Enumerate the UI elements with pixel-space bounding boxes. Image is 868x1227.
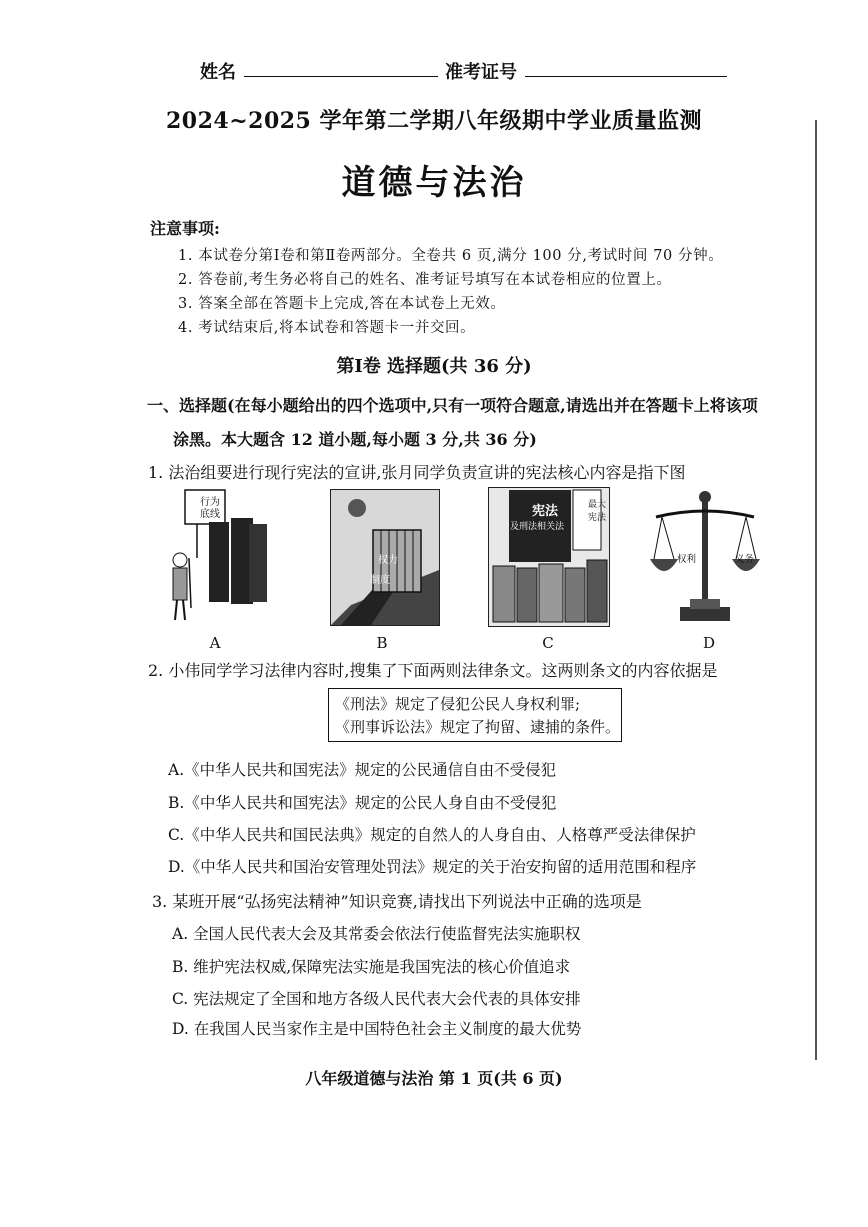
figure-d-text-duties: 义务 <box>735 554 755 565</box>
part-one-instruction: 一、选择题(在每小题给出的四个选项中,只有一项符合题意,请选出并在答题卡上将该项 <box>147 396 758 415</box>
name-field[interactable] <box>244 58 438 77</box>
exam-id-field[interactable] <box>525 58 727 77</box>
notice-item: 3. 答案全部在答题卡上完成,答在本试卷上无效。 <box>178 296 506 312</box>
figure-a-sign: 行为 底线 <box>200 497 220 520</box>
figure-c-text-constitution-2: 宪法 <box>588 513 607 523</box>
notice-item: 4. 考试结束后,将本试卷和答题卡一并交回。 <box>178 320 476 336</box>
figure-c-text-related: 及刑法相关法 <box>510 522 565 532</box>
question-2-option-c[interactable]: C.《中华人民共和国民法典》规定的自然人的人身自由、人格尊严受法律保护 <box>168 826 696 844</box>
question-3-option-b[interactable]: B. 维护宪法权威,保障宪法实施是我国宪法的核心价值追求 <box>172 958 571 976</box>
figure-b-label: B <box>376 634 388 652</box>
exam-id-label: 准考证号 <box>445 62 517 83</box>
question-3-option-d[interactable]: D. 在我国人民当家作主是中国特色社会主义制度的最大优势 <box>172 1020 582 1038</box>
figure-d-text-rights: 权利 <box>677 554 697 565</box>
exam-title: 2024~2025 学年第二学期八年级期中学业质量监测 <box>165 108 703 134</box>
notice-item: 2. 答卷前,考生务必将自己的姓名、准考证号填写在本试卷相应的位置上。 <box>178 272 672 288</box>
figure-d-label: D <box>702 634 716 652</box>
section-title: 第Ⅰ卷 选择题(共 36 分) <box>336 356 532 377</box>
margin-line <box>815 120 817 1060</box>
part-one-instruction-cont: 涂黑。本大题含 12 道小题,每小题 3 分,共 36 分) <box>173 430 537 449</box>
question-1-stem: 1. 法治组要进行现行宪法的宣讲,张月同学负责宣讲的宪法核心内容是指下图 <box>148 463 686 482</box>
figure-c-label: C <box>542 634 554 652</box>
question-3-stem: 3. 某班开展“弘扬宪法精神”知识竞赛,请找出下列说法中正确的选项是 <box>152 892 642 911</box>
subject-title: 道德与法治 <box>341 163 527 203</box>
question-3-option-a[interactable]: A. 全国人民代表大会及其常委会依法行使监督宪法实施职权 <box>172 925 581 943</box>
figure-c-text-constitution: 宪法 <box>532 504 559 519</box>
notice-item: 1. 本试卷分第Ⅰ卷和第Ⅱ卷两部分。全卷共 6 页,满分 100 分,考试时间 70 分钟。 <box>178 248 724 264</box>
law-line: 《刑事诉讼法》规定了拘留、逮捕的条件。 <box>335 718 621 736</box>
figure-b-text-power: 权力 <box>378 555 398 566</box>
page-footer: 八年级道德与法治 第 1 页(共 6 页) <box>305 1069 563 1088</box>
figure-a-label: A <box>209 634 221 652</box>
figure-b-text-system: 制度 <box>370 575 390 586</box>
question-2-stem: 2. 小伟同学学习法律内容时,搜集了下面两则法律条文。这两则条文的内容依据是 <box>148 661 718 680</box>
question-2-option-d[interactable]: D.《中华人民共和国治安管理处罚法》规定的关于治安拘留的适用范围和程序 <box>168 858 697 876</box>
law-line: 《刑法》规定了侵犯公民人身权利罪; <box>335 695 581 713</box>
question-3-option-c[interactable]: C. 宪法规定了全国和地方各级人民代表大会代表的具体安排 <box>172 990 581 1008</box>
figure-c-text-biggest: 最大 <box>588 500 607 510</box>
question-2-option-b[interactable]: B.《中华人民共和国宪法》规定的公民人身自由不受侵犯 <box>168 794 557 812</box>
notice-heading: 注意事项: <box>150 219 220 238</box>
name-label: 姓名 <box>200 62 236 83</box>
question-2-option-a[interactable]: A.《中华人民共和国宪法》规定的公民通信自由不受侵犯 <box>168 761 557 779</box>
law-text-box <box>328 688 622 742</box>
